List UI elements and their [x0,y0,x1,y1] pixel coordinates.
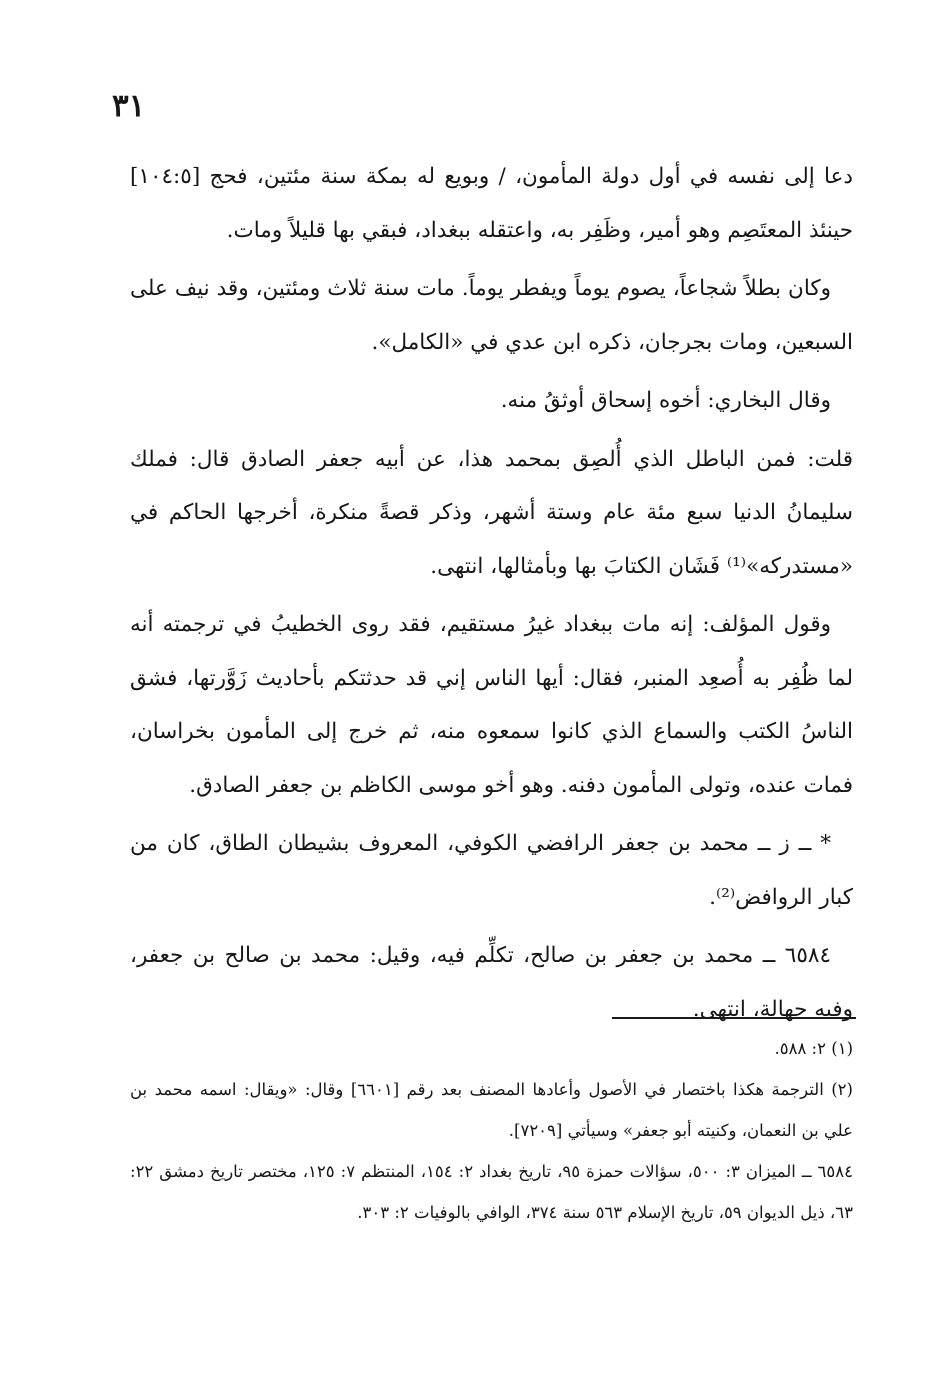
paragraph-2: وكان بطلاً شجاعاً، يصوم يوماً ويفطر يوماً. مات سنة ثلاث ومئتين، وقد نيف على السبعين، ومات بجرجان، ذكره ابن عدي في «الكامل». [130,276,853,355]
paragraph-7: ٦٥٨٤ ــ محمد بن جعفر بن صالح، تكلِّم فيه، وقيل: محمد بن صالح بن جعفر، وفيه جهالة، انتهى. [130,943,853,1022]
footnote-2: (٢) الترجمة هكذا باختصار في الأصول وأعادها المصنف بعد رقم [٦٦٠١] وقال: «ويقال: اسمه محمد بن علي بن النعمان، وكنيته أبو جعفر» وسيأتي [٧٢٠٩]. [130,1080,853,1140]
paragraph-4: قلت: فمن الباطل الذي أُلصِق بمحمد هذا، عن أبيه جعفر الصادق قال: فملك سليمانُ الدنيا سبع مئة عام وستة أشهر، وذكر قصةً منكرة، أخرجها الحاكم في «مستدركه»⁽¹⁾ فَشَان الكتابَ بها وبأمثالها، انتهى. [130,446,853,579]
footnote-3: ٦٥٨٤ ــ الميزان ٣: ٥٠٠، سؤالات حمزة ٩٥، تاريخ بغداد ٢: ١٥٤، المنتظم ٧: ١٢٥، مختصر تاريخ دمشق ٢٢: ٦٣، ذيل الديوان ٥٩، تاريخ الإسلام ٥٦٣ سنة ٣٧٤، الوافي بالوفيات ٢: ٣٠٣. [130,1162,853,1222]
paragraph-1: دعا إلى نفسه في أول دولة المأمون، / وبويع له بمكة سنة مئتين، فحج [١٠٤:٥] حينئذ المعتَصِم وهو أمير، وظَفِر به، واعتقله ببغداد، فبقي بها قليلاً ومات. [130,164,853,243]
main-text [130,150,853,1041]
page-number: ٣١ [112,88,146,124]
paragraph-3: وقال البخاري: أخوه إسحاق أوثقُ منه. [500,388,831,413]
paragraph-5: وقول المؤلف: إنه مات ببغداد غيرُ مستقيم، فقد روى الخطيبُ في ترجمته أنه لما ظُفِر به أُصعِد المنبر، فقال: أيها الناس إني قد حدثتكم بأحاديث زَوَّرتها، فشق الناسُ الكتب والسماع الذي كانوا سمعوه منه، ثم خرج إلى المأمون بخراسان، فمات عنده، وتولى المأمون دفنه. وهو أخو موسى الكاظم بن جعفر الصادق. [130,612,853,798]
paragraph-6: * ــ ز ــ محمد بن جعفر الرافضي الكوفي، المعروف بشيطان الطاق، كان من كبار الروافض⁽²⁾. [130,831,853,910]
footnote-1: (١) ٢: ٥٨٨. [774,1039,853,1058]
footnote-divider [612,1017,856,1019]
footnotes [130,1028,853,1233]
